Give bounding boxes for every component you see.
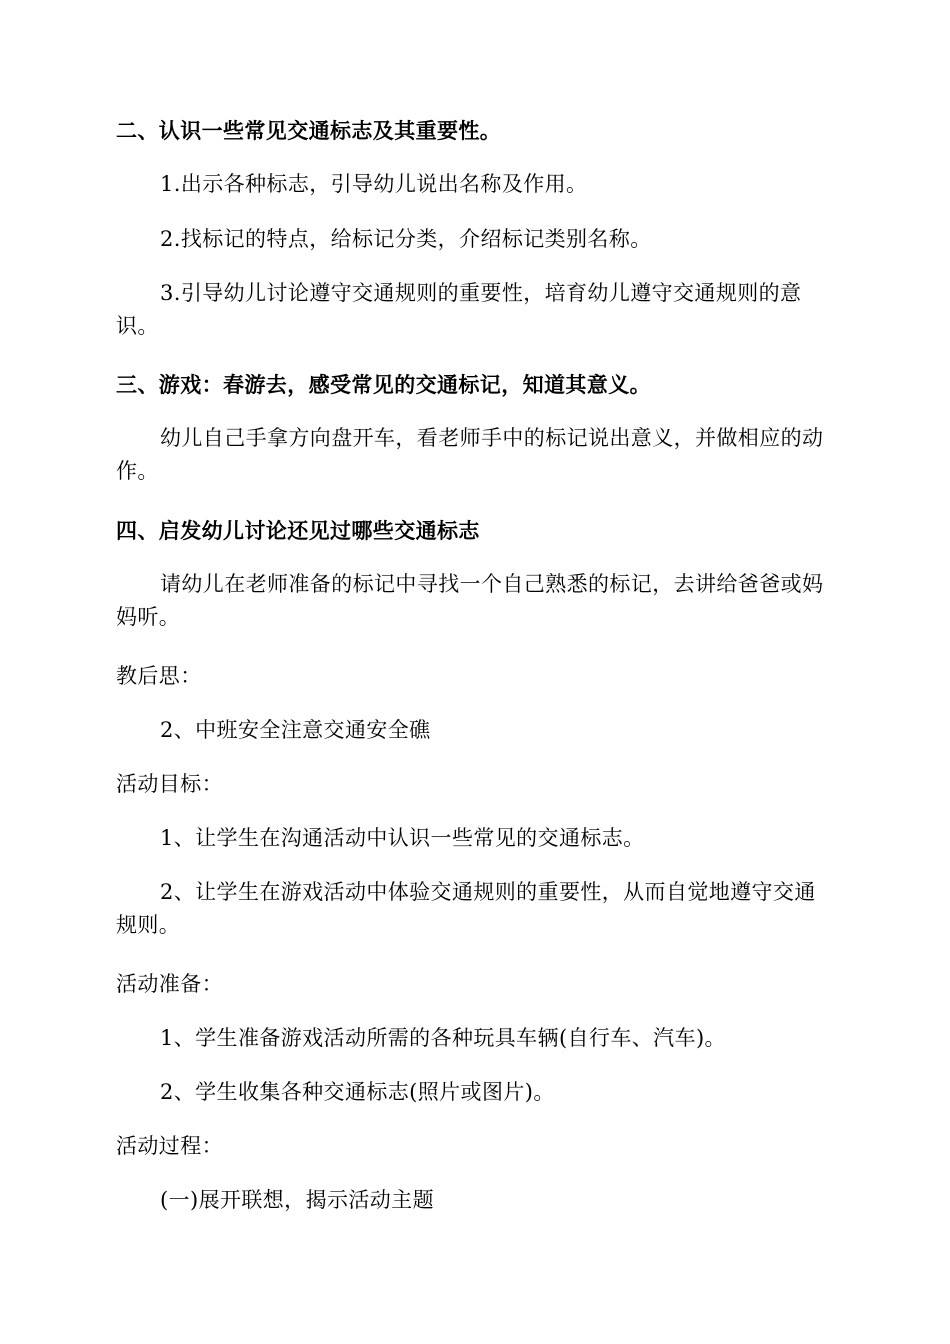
prep-label: 活动准备： [116,972,223,996]
process-item-1: (一)展开联想，揭示活动主题 [160,1188,434,1212]
list-item-2-2: 2.找标记的特点，给标记分类，介绍标记类别名称。 [160,227,652,251]
list-item-2-3: 3.引导幼儿讨论遵守交通规则的重要性，培育幼儿遵守交通规则的意识。 [116,281,802,338]
goal-item-1: 1、让学生在沟通活动中认识一些常见的交通标志。 [160,826,645,850]
list-item-2-1: 1.出示各种标志，引导幼儿说出名称及作用。 [160,172,588,196]
paragraph-3: 幼儿自己手拿方向盘开车，看老师手中的标记说出意义，并做相应的动作。 [116,426,824,483]
goal-item-2: 2、让学生在游戏活动中体验交通规则的重要性，从而自觉地遵守交通规则。 [116,880,816,937]
lesson-2-title: 2、中班安全注意交通安全礁 [160,718,431,742]
process-label: 活动过程： [116,1134,223,1158]
section-heading-4: 四、启发幼儿讨论还见过哪些交通标志 [116,518,480,543]
prep-item-1: 1、学生准备游戏活动所需的各种玩具车辆(自行车、汽车)。 [160,1026,726,1050]
section-heading-2: 二、认识一些常见交通标志及其重要性。 [116,118,502,143]
section-heading-3: 三、游戏：春游去，感受常见的交通标记，知道其意义。 [116,372,651,397]
prep-item-2: 2、学生收集各种交通标志(照片或图片)。 [160,1080,555,1104]
reflection-label: 教后思： [116,664,202,688]
paragraph-4: 请幼儿在老师准备的标记中寻找一个自己熟悉的标记，去讲给爸爸或妈妈听。 [116,572,824,629]
goals-label: 活动目标： [116,772,223,796]
